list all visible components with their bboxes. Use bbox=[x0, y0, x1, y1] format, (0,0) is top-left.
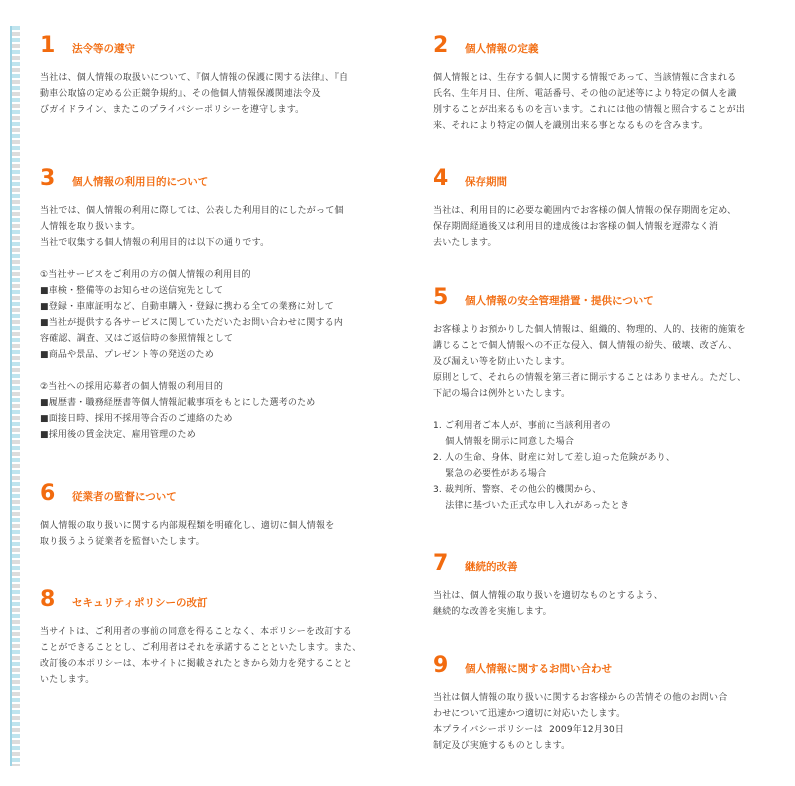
section-4 bbox=[433, 165, 783, 251]
body-line: ■車検・整備等のお知らせの送信宛先として bbox=[40, 286, 224, 296]
body-line: ■商品や景品、プレゼント等の発送のため bbox=[40, 350, 214, 360]
section-number: 2 bbox=[433, 33, 449, 58]
section-9 bbox=[433, 652, 783, 754]
section-body bbox=[433, 588, 783, 620]
body-line: 個人情報を開示に同意した場合 bbox=[433, 437, 575, 447]
blank-line bbox=[40, 251, 395, 267]
body-line: いたします。 bbox=[40, 675, 95, 685]
section-5 bbox=[433, 284, 783, 514]
body-line: 当サイトは、ご利用者の事前の同意を得ることなく、本ポリシーを改訂する bbox=[40, 627, 352, 637]
section-header bbox=[40, 32, 395, 60]
body-line: 当社で収集する個人情報の利用目的は以下の通りです。 bbox=[40, 238, 270, 248]
section-title: 個人情報の利用目的について bbox=[72, 176, 209, 188]
section-body bbox=[433, 322, 783, 514]
section-body bbox=[40, 203, 395, 443]
section-2 bbox=[433, 32, 783, 134]
body-line: 及び漏えい等を防止いたします。 bbox=[433, 357, 571, 367]
body-line: お客様よりお預かりした個人情報は、組織的、物理的、人的、技術的施策を bbox=[433, 325, 746, 335]
body-line: 当社は、利用目的に必要な範囲内でお客様の個人情報の保存期間を定め、 bbox=[433, 206, 737, 216]
section-title: 保存期間 bbox=[465, 176, 507, 188]
section-header bbox=[433, 32, 783, 60]
body-line: 下記の場合は例外といたします。 bbox=[433, 389, 571, 399]
body-line: ■登録・車庫証明など、自動車購入・登録に携わる全ての業務に対して bbox=[40, 302, 334, 312]
body-line: 緊急の必要性がある場合 bbox=[433, 469, 547, 479]
body-line: 制定及び実施するものとします。 bbox=[433, 741, 571, 751]
section-title: 継続的改善 bbox=[465, 561, 518, 573]
section-header bbox=[433, 652, 783, 680]
section-body bbox=[40, 70, 395, 118]
section-header bbox=[40, 586, 395, 614]
section-header bbox=[433, 165, 783, 193]
section-title: 従業者の監督について bbox=[72, 491, 177, 503]
section-number: 3 bbox=[40, 166, 56, 191]
section-body bbox=[40, 624, 395, 688]
section-header bbox=[433, 550, 783, 578]
section-number: 8 bbox=[40, 587, 56, 612]
section-number: 6 bbox=[40, 481, 56, 506]
section-number: 7 bbox=[433, 551, 449, 576]
section-header bbox=[433, 284, 783, 312]
section-number: 4 bbox=[433, 166, 449, 191]
blank-line bbox=[433, 402, 783, 418]
body-line: 当社は個人情報の取り扱いに関するお客様からの苦情その他のお問い合 bbox=[433, 693, 728, 703]
body-line: 当社は、個人情報の取り扱いを適切なものとするよう、 bbox=[433, 591, 664, 601]
body-line: 当社は、個人情報の取扱いについて、『個人情報の保護に関する法律』、『自 bbox=[40, 73, 349, 83]
decorative-side-rail bbox=[10, 26, 20, 766]
body-line: 継続的な改善を実施します。 bbox=[433, 607, 552, 617]
section-title: 法令等の遵守 bbox=[72, 43, 135, 55]
body-line: 原則として、それらの情報を第三者に開示することはありません。ただし、 bbox=[433, 373, 747, 383]
body-line: 人情報を取り扱います。 bbox=[40, 222, 141, 232]
body-line: 講じることで個人情報への不正な侵入、個人情報の紛失、破壊、改ざん、 bbox=[433, 341, 738, 351]
body-line: 3. 裁判所、警察、その他公的機関から、 bbox=[433, 485, 602, 495]
section-title: 個人情報に関するお問い合わせ bbox=[465, 663, 612, 675]
body-line: 個人情報とは、生存する個人に関する情報であって、当該情報に含まれる bbox=[433, 73, 737, 83]
section-title: 個人情報の安全管理措置・提供について bbox=[465, 295, 654, 307]
body-line: びガイドライン、またこのプライバシーポリシーを遵守します。 bbox=[40, 105, 305, 115]
body-line: 来、それにより特定の個人を識別出来る事となるものを含みます。 bbox=[433, 121, 709, 131]
section-7 bbox=[433, 550, 783, 620]
body-line: 1. ご利用者ご本人が、事前に当該利用者の bbox=[433, 421, 611, 431]
body-line: 取り扱うよう従業者を監督いたします。 bbox=[40, 537, 205, 547]
section-body bbox=[433, 690, 783, 754]
body-line: 保存期間経過後又は利用目的達成後はお客様の個人情報を遅滞なく消 bbox=[433, 222, 719, 232]
section-body bbox=[433, 203, 783, 251]
body-line: 2. 人の生命、身体、財産に対して差し迫った危険があり、 bbox=[433, 453, 676, 463]
section-number: 9 bbox=[433, 653, 449, 678]
body-line: 去いたします。 bbox=[433, 238, 497, 248]
section-number: 1 bbox=[40, 33, 56, 58]
section-number: 5 bbox=[433, 285, 449, 310]
section-8 bbox=[40, 586, 395, 688]
body-line: 改訂後の本ポリシーは、本サイトに掲載されたときから効力を発することと bbox=[40, 659, 353, 669]
body-line: わせについて迅速かつ適切に対応いたします。 bbox=[433, 709, 626, 719]
body-line: ①当社サービスをご利用の方の個人情報の利用目的 bbox=[40, 270, 251, 280]
body-line: ■履歴書・職務経歴書等個人情報記載事項をもとにした選考のため bbox=[40, 398, 316, 408]
section-header bbox=[40, 480, 395, 508]
body-line: ■採用後の賃金決定、雇用管理のため bbox=[40, 430, 196, 440]
body-line: 氏名、生年月日、住所、電話番号、その他の記述等により特定の個人を識 bbox=[433, 89, 737, 99]
section-6 bbox=[40, 480, 395, 550]
section-title: 個人情報の定義 bbox=[465, 43, 539, 55]
section-body bbox=[40, 518, 395, 550]
body-line: 本プライバシーポリシーは 2009年12月30日 bbox=[433, 725, 625, 735]
body-line: 動車公取協の定める公正競争規約』、その他個人情報保護関連法令及 bbox=[40, 89, 321, 99]
section-header bbox=[40, 165, 395, 193]
body-line: 別することが出来るものを言います。これには他の情報と照合することが出 bbox=[433, 105, 746, 115]
section-1 bbox=[40, 32, 395, 118]
body-line: 当社では、個人情報の利用に際しては、公表した利用目的にしたがって個 bbox=[40, 206, 344, 216]
section-3 bbox=[40, 165, 395, 443]
section-body bbox=[433, 70, 783, 134]
blank-line bbox=[40, 363, 395, 379]
body-line: 個人情報の取り扱いに関する内部規程類を明確化し、適切に個人情報を bbox=[40, 521, 335, 531]
body-line: 法律に基づいた正式な申し入れがあったとき bbox=[433, 501, 630, 511]
section-title: セキュリティポリシーの改訂 bbox=[72, 597, 208, 609]
body-line: ■当社が提供する各サービスに関していただいたお問い合わせに関する内 bbox=[40, 318, 344, 328]
body-line: ■面接日時、採用不採用等合否のご連絡のため bbox=[40, 414, 233, 424]
body-line: ②当社への採用応募者の個人情報の利用目的 bbox=[40, 382, 224, 392]
body-line: ことができることとし、ご利用者はそれを承諾することといたします。また、 bbox=[40, 643, 362, 653]
body-line: 容確認、調査、又はご返信時の参照情報として bbox=[40, 334, 234, 344]
